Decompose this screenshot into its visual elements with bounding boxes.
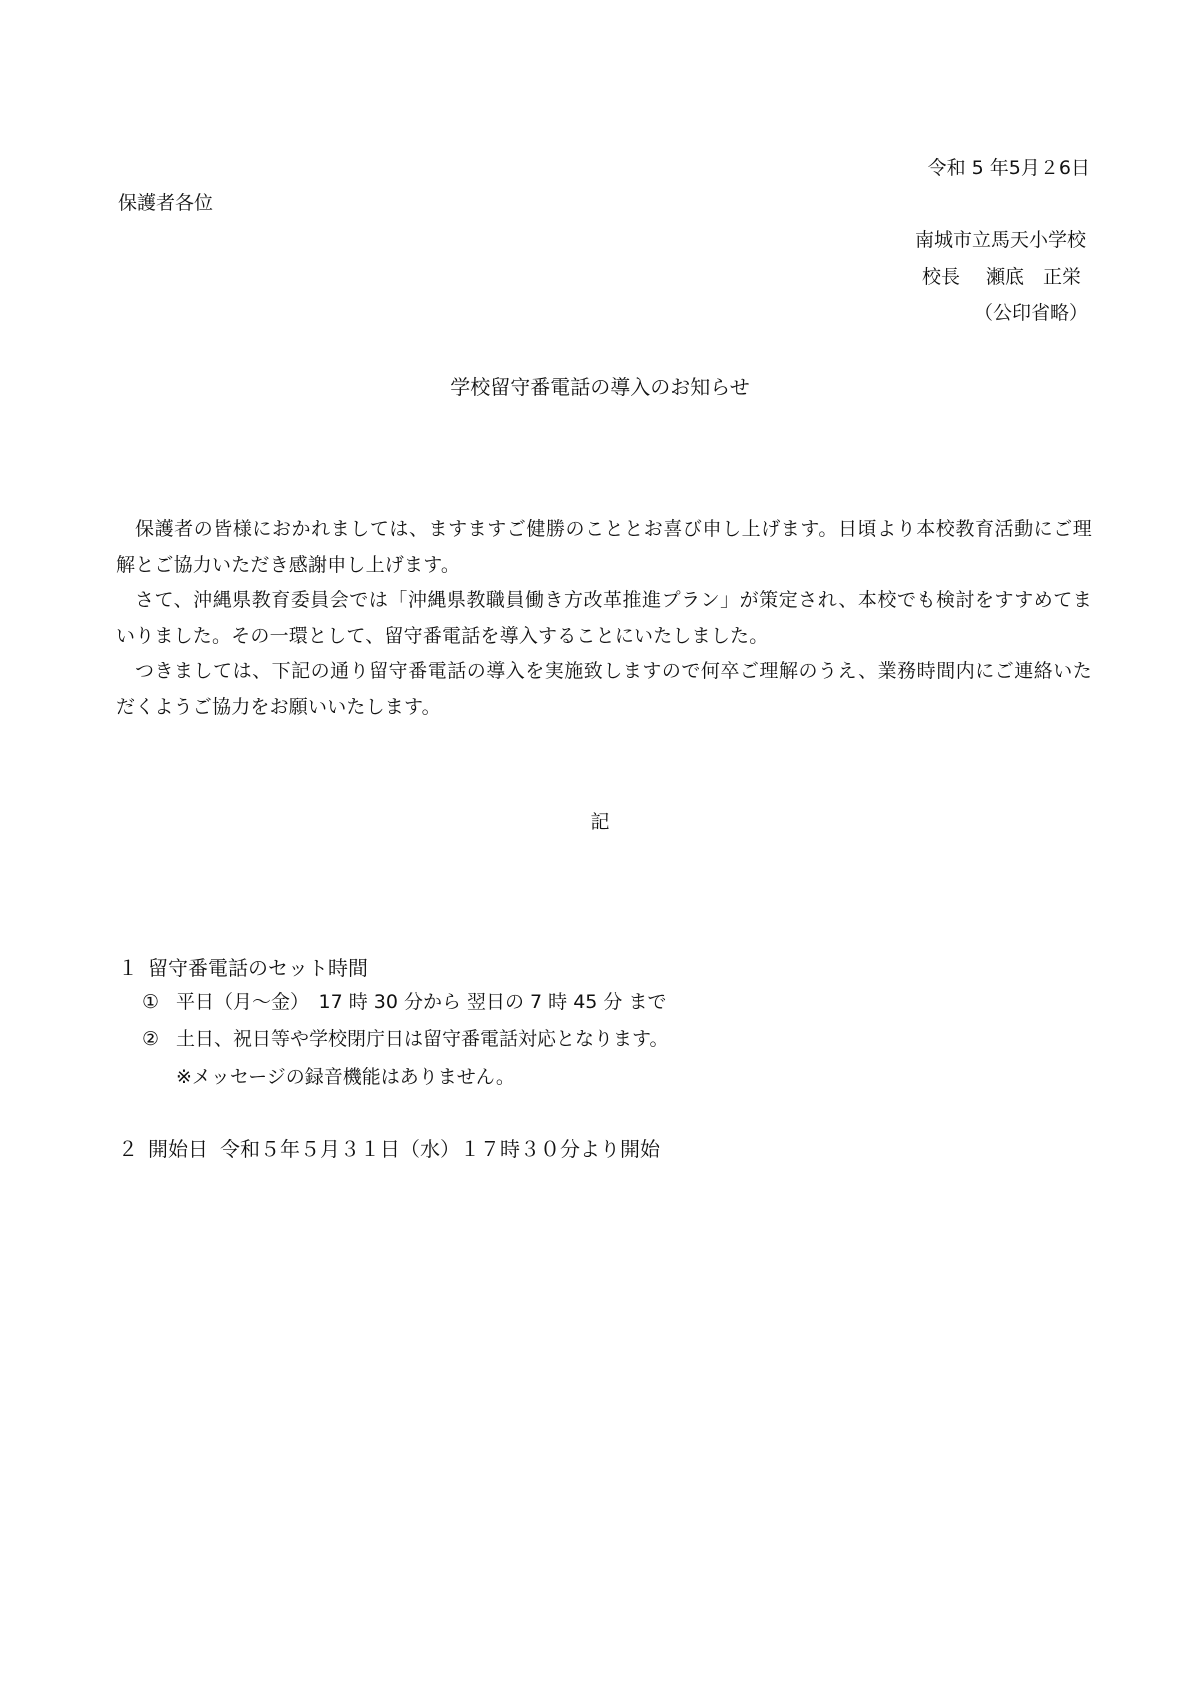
document-date: 令和 5 年5月２6日: [927, 157, 1090, 179]
section-number: １: [118, 956, 138, 980]
note: ※メッセージの録音機能はありません。: [176, 1066, 515, 1088]
item-text: 土日、祝日等や学校閉庁日は留守番電話対応となります。: [176, 1028, 669, 1050]
start-date-text: 令和５年５月３１日（水）１７時３０分より開始: [220, 1137, 660, 1161]
principal-line: [922, 262, 1081, 289]
section-title: 留守番電話のセット時間: [148, 956, 368, 980]
paragraph: さて、沖縄県教育委員会では「沖縄県教職員働き方改革推進プラン」が策定され、本校でも検討をすすめてまいりました。その一環として、留守番電話を導入することにいたしました。: [116, 589, 1092, 647]
item-mark: ①: [142, 991, 160, 1013]
ki-heading: 記: [590, 811, 610, 833]
principal-name: 瀬底 正栄: [985, 266, 1081, 288]
section-number: ２: [118, 1137, 138, 1161]
section-2-heading: [118, 1133, 660, 1162]
addressee: 保護者各位: [118, 192, 214, 214]
document-title: 学校留守番電話の導入のお知らせ: [450, 375, 750, 399]
paragraph: つきましては、下記の通り留守番電話の導入を実施致しますので何卒ご理解のうえ、業務時間内にご連絡いただくようご協力をお願いいたします。: [116, 660, 1092, 718]
item-text: 平日（月～金） 17 時 30 分から 翌日の 7 時 45 分 まで: [176, 991, 667, 1013]
body-text: [116, 512, 1092, 725]
list-item: [142, 1024, 668, 1051]
section-1-heading: [118, 952, 368, 981]
seal-note: （公印省略）: [973, 302, 1088, 324]
list-item: [142, 987, 666, 1014]
school-name: 南城市立馬天小学校: [914, 229, 1086, 251]
item-mark: ②: [142, 1028, 160, 1050]
start-date-label: 開始日: [148, 1137, 208, 1161]
paragraph: 保護者の皆様におかれましては、ますますご健勝のこととお喜び申し上げます。日頃より本校教育活動にご理解とご協力いただき感謝申し上げます。: [116, 518, 1092, 576]
principal-title: 校長: [921, 266, 960, 288]
